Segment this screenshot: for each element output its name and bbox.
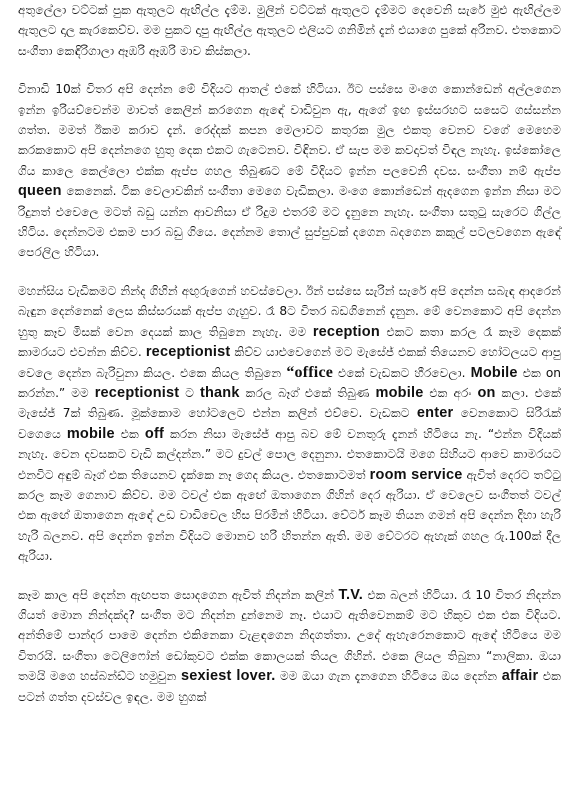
english-term: reception [312, 323, 380, 340]
text-run: දවසකට වැඩි කල්දන්න.” මට දුවල් පොල දෙනුනා. එතකොටයි මගෙ සිහියට ආවෙ කාමරයට එනවිට අඳුම් බෑග් එක තියෙනව දැක්කෙ නෑ ගෙද කියල. එතකොටමත් [18, 447, 561, 482]
text-run: කරල බෑග් එකේ තිබුණ [239, 385, 376, 400]
english-term: enter [416, 405, 454, 422]
text-run: ට [179, 385, 200, 400]
text-run: කෑම කාල අපි දෙන්න ඇඟපත සොදගෙන ඇවිත් නිදන්න කලින් [18, 587, 339, 602]
text-run: කිව්ව යාළුවෙගෙන් මට මැසේජ් එකක් තියෙනව හෝටලයට ආපු වෙලෙ දෙන්න බැරිවුනා කියල. එකෙ කියල තිබුනෙ [18, 345, 561, 380]
paragraph-4 [18, 585, 561, 707]
english-term: on [477, 384, 496, 401]
english-term: receptionist [145, 344, 231, 361]
english-term: sexiest lover. [180, 668, 276, 685]
text-run: එක on කරන්න [18, 365, 562, 400]
text-run: එක අරං [423, 385, 478, 400]
paragraph-2 [18, 79, 561, 263]
english-term: queen [18, 183, 62, 200]
english-term: “office [286, 363, 334, 381]
text-run: එකට කතා කරල රෑ කෑම දෙකක් කාමරයට එවන්න කිව්ව. [18, 324, 561, 360]
english-term: mobile [375, 384, 424, 401]
text-run: “නාලිකා. ඔයා තමයි මගෙ හස්බන්ඩ්ට හමුවුන [18, 648, 561, 684]
paragraph-1 [18, 0, 561, 61]
text-run: එක පටන් ගත්ත දවස්වල ඉඳල. මම හුගක් [18, 669, 561, 704]
text-run: එක [114, 426, 145, 441]
paragraph-3 [18, 281, 561, 567]
english-term: affair [501, 668, 539, 685]
text-run: කෙනෙක්. ටික වෙලාවකින් සංගීතා මෙගෙ වැඩිකලා. මංගෙ කොන්ඩෙන් ඇදගෙන ඉන්න නිසා මට රිදුනත් එවෙලෙ මටත් බඩු යන්න ආවනිසා ඒ රිදුම එතරම් මට දැනුනෙ නැහැ. සංගීතා සතුටු සැරෙට ගිල්ල හිටිය. දෙන්නටම එකම පාර බඩු ගියෙ. දෙන්නම තොල් සුප්පුවක් දගෙන බදගෙන කකුල් පටලවගෙන ඇඳේ පෙරලිල හිටියා. [18, 184, 561, 260]
text-run: කරන නිසා මැසේජ් ආපු බව මේ වනතුරු දැනන් හිටියෙ නැ. [164, 426, 488, 441]
text-run: ඇවිත් දෙරට තට්ටු කරල කෑම ගෙනාව කිව්ව. මම ටවල් එක ඇඟේ ඔතාගෙන ගිහින් දෙර ඇරියා. ඒ වෙලෙව සංගීතත් ටවල් එක ඇඟේ ඔතාගෙන ඇඳේ උඩ වාඩිවෙල හිස පිරමින් හිටියා. වේටර් කෑම තියන ගමන් අපි දෙන්න දිහා හැරි හැරි බලනව. අපි දෙන්න ඉන්න විදියට මොනව හරි හිතන්න ඇති. මම වේටරට ඇහැක් ගහල රු.100ක් දීල ඇරියා. [18, 467, 562, 564]
english-term: receptionist [94, 384, 180, 401]
text-run: එකේ වැඩකට හීරවෙලා. [333, 365, 471, 380]
text-run: මම ඔයා ගැන දැනගෙන හිටියෙ ඔය දෙන්න [275, 669, 502, 684]
text-run: කලා. එකේ මැසේජ් 7ක් තිබුණ. මූක්කොම හෝටලෙට එන්න කලින් එව්වෙ. වැඩකට [18, 385, 562, 421]
text-run: .” මම [55, 385, 95, 400]
english-term: off [144, 425, 165, 442]
text-run: අතුලේලා වට්ටක් පුක ඇතුලට ඇඟිල්ල දැම්ම. මුලින් වට්ටක් ඇතුලට දැම්මට දෙවෙනි සැරේ මුළු ඇඟිල්ලම ඇතුලට දාල කැරකෙව්ව. මම පුකට දාපු ඇඟිල්ල ඇතුලට එලියට ගනිමින් දැන් එයාගෙ පුකේ අරිනව. එතකොට සංගීතා කෙඳිරිගාලා ඈඹරි ඈඹරි මාව කිස්කලා. [18, 3, 561, 58]
english-term: Mobile [470, 364, 518, 381]
text-run: විනාඩි 10ක් විතර අපි දෙන්න මේ විදියට ආතල් එකේ හිටියා. ඊට පස්සෙ මංගෙ කොන්ඩෙන් අල්ලගෙන ඉන්න ඉරියව්වෙන්ම මාවත් කෙලින් කරගෙන ඇඳේ වාඩිවුන ඇ, ඇගේ ඉඟ ඉස්සරහට සසෙට ගස්සන්න ගත්ත. මමත් ඊකම කරාව දැන්. රෙද්දක් කපන මෙලාවට කතුරක මුල එකතු වෙනව වගේ මෙහෙම කරකකොට අපි දෙන්නගෙ හුතු දෙක එකට ගැටෙනව. විඳිනව. ඒ සැප මම කවදාවත් විඳල නැහැ. ඉස්කෝලෙ ගිය කාලෙ කෙල්ලො එක්ක ඇප්ප ගහල තිබුණට මේ විදියට ඉන්න පලවෙනි දවස. සංගීතා නම් ඇප්ප [18, 82, 561, 178]
english-term: thank [199, 384, 240, 401]
english-term: room service [369, 466, 463, 483]
text-run: “එන්න විදියක් නැහැ. වෙන [18, 426, 561, 462]
text-run: මහන්සිය වැඩිකමට නින්ද ගිහින් අඟුරුගෙන් හවස්වෙලා. ඊන් පස්සෙ සැරින් සැරේ අපි දෙන්න සබැඳ ආදරෙන් බැඳුන දෙන්නෙක් ලෙස කිස්සරයක් ඇප්ප ගැහුව. රෑ 8ට විතර බඩගිනෙන් දැනුන. මේ වෙනකොට අපි දෙන්න හුතු කෑව මිසක් වෙන දෙයක් කාල තිබුනෙ නැහැ. මම [18, 283, 561, 339]
english-term: mobile [66, 425, 115, 442]
text-run: වෙනකොට සිරිරැක් වගෙයෙ [18, 406, 561, 441]
text-run: එක බලන් හිටියා. රෑ 10 විතර නිදන්න ගියත් මොන නින්දක්ද? සංගීත මට නිදන්න දුන්නෙම නෑ. එයාට ඇතිවෙනකම් මට හිකුව එක එක විදියට. අන්තිමේ පාන්දර පාමෙ දෙන්න එකිනෙකා වැළඳගෙන නිදගත්තා. උදේ ඇහැරෙනකොට ඇඳේ හිටියෙ මම විතරයි. සංගීතා ටෙලිෆෝන් ඩෝකුවට එක්ක කොලයක් තියල ගිහින්. එකෙ ලියල තිබුනා [18, 587, 561, 663]
english-term: T.V. [338, 586, 363, 603]
